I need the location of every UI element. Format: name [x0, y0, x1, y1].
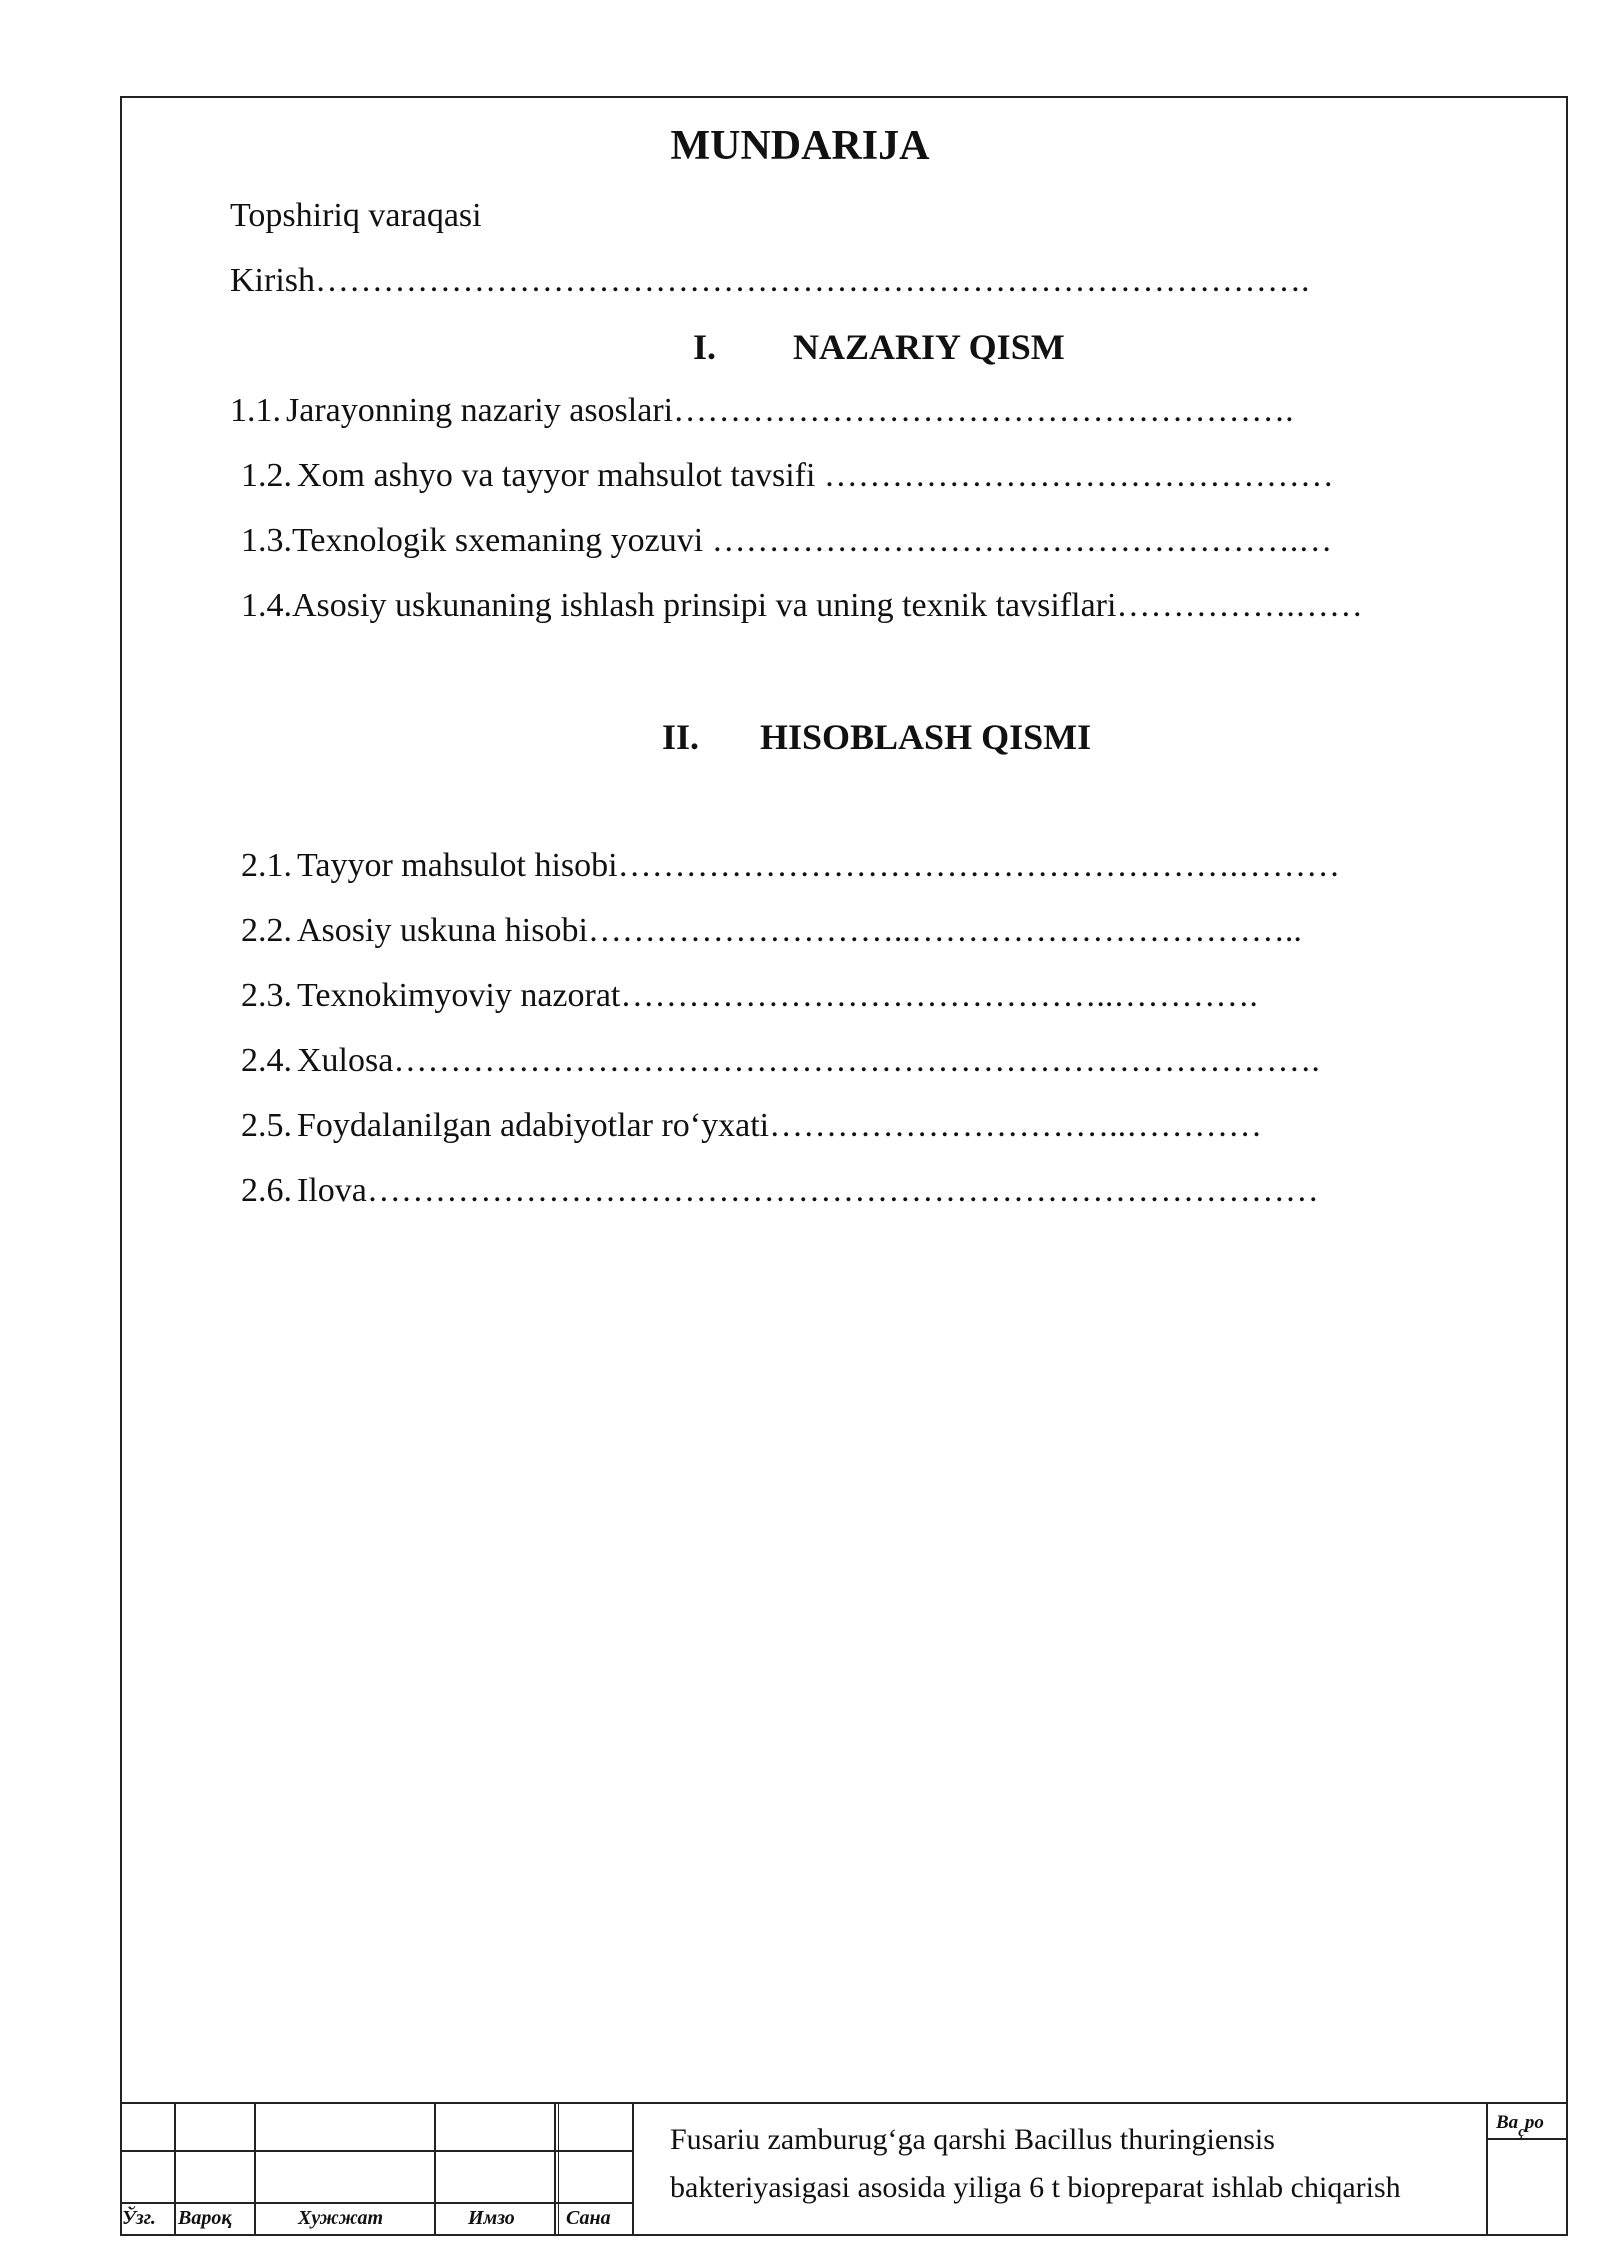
- toc-item-number: 2.4.: [241, 1042, 292, 1079]
- sheet-label-start: Ва: [1496, 2112, 1519, 2133]
- section-title: HISOBLASH QISMI: [760, 717, 1092, 757]
- title-block-row-divider: [120, 2150, 634, 2152]
- toc-item: [230, 389, 1294, 433]
- toc-item-text: Foydalanilgan adabiyotlar ro‘yxati…………………………..…………: [297, 1107, 1263, 1144]
- column-caption-sheet: Варoқ: [178, 2207, 232, 2229]
- toc-item: [241, 974, 1258, 1018]
- toc-item-number: 1.4.: [241, 587, 292, 624]
- toc-item-text: Asosiy uskunaning ishlash prinsipi va uning texnik tavsiflari…………….……: [292, 587, 1363, 624]
- title-block-col-divider: [558, 2102, 559, 2236]
- toc-item: [241, 584, 1363, 628]
- toc-item-text: Ilova…………………………………………………………………………: [297, 1172, 1319, 1209]
- toc-item-number: 2.6.: [241, 1172, 292, 1209]
- section-numeral: II.: [662, 717, 700, 757]
- sheet-label: [1496, 2112, 1544, 2141]
- toc-item: [241, 1104, 1262, 1148]
- toc-item-text: Jarayonning nazariy asoslari……………………………………………….: [286, 392, 1294, 429]
- toc-item: [241, 454, 1334, 498]
- section-numeral: I.: [693, 327, 717, 367]
- toc-item-text: Texnologik sxemaning yozuvi …………………………………………….…: [292, 522, 1333, 559]
- toc-item: [241, 1169, 1319, 1213]
- column-caption-signature: Имзо: [468, 2207, 515, 2229]
- section-heading-theory: [693, 324, 1065, 370]
- toc-item: [241, 844, 1340, 888]
- toc-item-assignment: Topshiriq varaqasi: [230, 197, 482, 234]
- toc-item-number: 2.1.: [241, 847, 292, 884]
- title-block-description-line2: bakteriyasigasi asosida yiliga 6 t biopreparat ishlab chiqarish: [670, 2171, 1401, 2204]
- toc-item-number: 2.5.: [241, 1107, 292, 1144]
- toc-item-number: 1.3.: [241, 522, 292, 559]
- toc-item-number: 1.1.: [230, 392, 281, 429]
- title-block-col-divider: [632, 2102, 634, 2236]
- column-caption-change: Ўзг.: [122, 2207, 156, 2229]
- section-title: NAZARIY QISM: [793, 327, 1065, 367]
- title-block-col-divider: [434, 2102, 436, 2236]
- toc-item-text: Xulosa……………………………………………………………………….: [297, 1042, 1320, 1079]
- title-block-col-divider: [174, 2102, 176, 2236]
- toc-item: [241, 1039, 1320, 1083]
- toc-item-text: Asosiy uskuna hisobi………………………..……………………………..: [297, 912, 1302, 949]
- sheet-label-end: ро: [1524, 2112, 1544, 2133]
- toc-item: [241, 519, 1332, 563]
- section-heading-calculation: [662, 714, 1091, 760]
- title-block: [120, 2102, 1568, 2236]
- toc-item-text: Xom ashyo va tayyor mahsulot tavsifi ………………………………………: [297, 457, 1334, 494]
- toc-item-number: 2.2.: [241, 912, 292, 949]
- title-block-top-border: [120, 2102, 1568, 2104]
- sheet-label-sub: ҫ: [1518, 2124, 1525, 2140]
- column-caption-date: Сана: [566, 2207, 611, 2229]
- title-block-col-divider: [254, 2102, 256, 2236]
- column-caption-document: Хужжат: [298, 2207, 384, 2229]
- toc-item-number: 1.2.: [241, 457, 292, 494]
- title-block-col-divider: [554, 2102, 556, 2236]
- title-block-description-line1: Fusariu zamburug‘ga qarshi Bacillus thuringiensis: [670, 2123, 1275, 2156]
- toc-item-text: Tayyor mahsulot hisobi……………………………………………….………: [297, 847, 1341, 884]
- title-block-col-divider: [1486, 2102, 1488, 2236]
- toc-item-number: 2.3.: [241, 977, 292, 1014]
- toc-item-text: Texnokimyoviy nazorat……………………………………..………….: [297, 977, 1258, 1014]
- toc-item: [241, 909, 1302, 953]
- toc-item-introduction: Kirish…………………………………………………………………………….: [230, 262, 1310, 299]
- title-block-row-divider: [120, 2202, 634, 2204]
- page-title: MUNDARIJA: [670, 123, 930, 169]
